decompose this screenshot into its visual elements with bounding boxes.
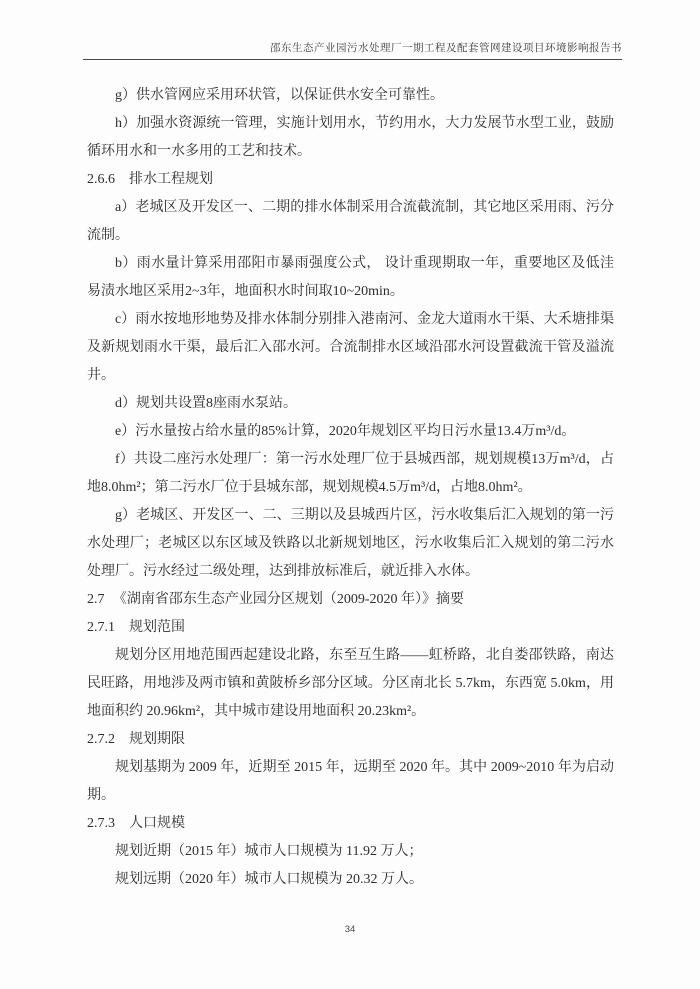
paragraph-f-treatment-plants: f）共设二座污水处理厂：第一污水处理厂位于县城西部，规划规模13万m³/d，占地8.0hm²；第二污水厂位于县城东部，规划规模4.5万m³/d，占地8.0hm²。	[87, 452, 614, 495]
section-number: 2.7.3	[87, 816, 115, 831]
section-heading-2-7-1	[87, 614, 614, 642]
section-number: 2.7.2	[87, 732, 115, 747]
section-title: 人口规模	[129, 816, 185, 831]
paragraph-planning-period: 规划基期为 2009 年，近期至 2015 年，远期至 2020 年。其中 2009~2010 年为启动期。	[87, 760, 614, 803]
section-heading-2-7-2	[87, 726, 614, 754]
paragraph-g2-collection-zones: g）老城区、开发区一、二、三期以及县城西片区，污水收集后汇入规划的第一污水处理厂；老城区以东区域及铁路以北新规划地区，污水收集后汇入规划的第二污水处理厂。污水经过二级处理，达到排放标准后，就近排入水体。	[87, 508, 614, 579]
section-number: 2.7	[87, 592, 105, 607]
paragraph-b-rainwater-calc: b）雨水量计算采用邵阳市暴雨强度公式， 设计重现期取一年，重要地区及低洼易渍水地区采用2~3年，地面积水时间取10~20min。	[87, 256, 614, 299]
document-body	[87, 82, 614, 894]
paragraph-d-pump-stations: d）规划共设置8座雨水泵站。	[115, 396, 297, 411]
section-number: 2.6.6	[87, 172, 115, 187]
section-heading-2-6-6	[87, 166, 614, 194]
section-number: 2.7.1	[87, 620, 115, 635]
section-title: 规划期限	[129, 732, 185, 747]
paragraph-c-rainwater-routes: c）雨水按地形地势及排水体制分别排入港南河、金龙大道雨水干渠、大禾塘排渠及新规划雨水干渠，最后汇入邵水河。合流制排水区域沿邵水河设置截流干管及溢流井。	[87, 312, 614, 383]
page-header	[83, 40, 622, 60]
paragraph-population-long-term: 规划远期（2020 年）城市人口规模为 20.32 万人。	[115, 872, 423, 887]
paragraph-h-water-management: h）加强水资源统一管理，实施计划用水，节约用水，大力发展节水型工业，鼓励循环用水和一水多用的工艺和技术。	[87, 116, 614, 159]
section-title: 排水工程规划	[129, 172, 213, 187]
section-heading-2-7-3	[87, 810, 614, 838]
section-heading-2-7	[87, 586, 614, 614]
paragraph-a-drainage-system: a）老城区及开发区一、二期的排水体制采用合流截流制，其它地区采用雨、污分流制。	[87, 200, 614, 243]
page-number: 34	[344, 924, 356, 935]
header-title: 邵东生态产业园污水处理厂一期工程及配套管网建设项目环境影响报告书	[270, 43, 622, 54]
paragraph-g-water-supply: g）供水管网应采用环状管，以保证供水安全可靠性。	[115, 88, 444, 103]
paragraph-planning-scope: 规划分区用地范围西起建设北路，东至互生路——虹桥路，北自娄邵铁路，南达民旺路，用地涉及两市镇和黄陂桥乡部分区域。分区南北长 5.7km，东西宽 5.0km，用地面积约 20.96km²，其中城市建设用地面积 20.23km²。	[87, 648, 614, 719]
paragraph-population-near-term: 规划近期（2015 年）城市人口规模为 11.92 万人；	[115, 844, 423, 859]
section-title: 规划范围	[129, 620, 185, 635]
paragraph-e-sewage-volume: e）污水量按占给水量的85%计算，2020年规划区平均日污水量13.4万m³/d。	[115, 424, 576, 439]
section-title: 《湖南省邵东生态产业园分区规划（2009-2020 年）》摘要	[112, 592, 465, 607]
page-footer	[0, 924, 700, 935]
